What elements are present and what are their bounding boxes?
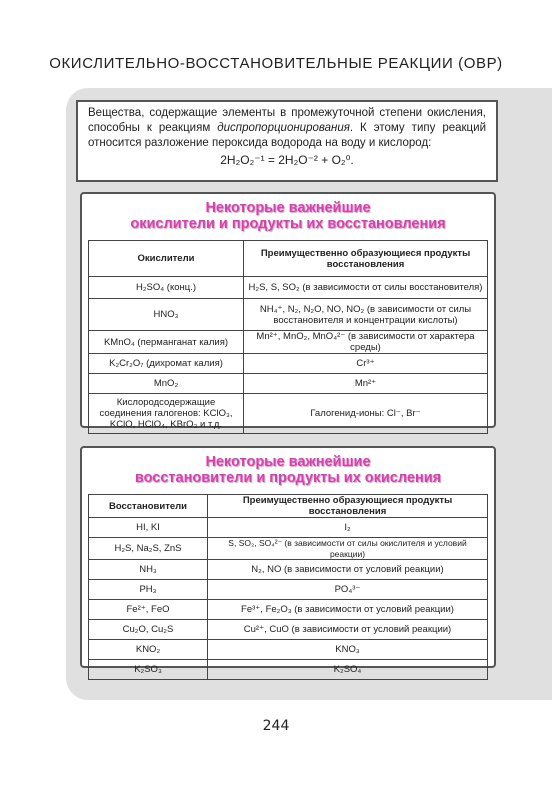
table-cell: KNO₂ [89,640,208,660]
table-cell: H₂S, Na₂S, ZnS [89,538,208,560]
table-cell: Галогенид-ионы: Cl⁻, Br⁻ [244,394,488,434]
oxidizers-col-header-2: Преимущественно образующиеся продукты восстановления [244,241,488,277]
table-cell: PH₃ [89,580,208,600]
page-title: ОКИСЛИТЕЛЬНО-ВОССТАНОВИТЕЛЬНЫЕ РЕАКЦИИ (ОВР) [49,55,503,72]
table-cell: Mn²⁺ [244,374,488,394]
table-cell: Кислородсодержащие соединения галогенов: KClO₃, KClO, HClO₄, KBrO₃ и т.д. [89,394,244,434]
table-cell: N₂, NO (в зависимости от условий реакции) [208,560,488,580]
table-cell: K₂SO₄ [208,660,488,680]
table-cell: H₂S, S, SO₂ (в зависимости от силы восстановителя) [244,277,488,299]
page-number: 244 [262,718,290,734]
table-cell: I₂ [208,518,488,538]
reducers-table [88,494,488,680]
table-cell: K₂Cr₂O₇ (дихромат калия) [89,354,244,374]
table-cell: H₂SO₄ (конц.) [89,277,244,299]
table-cell: Fe³⁺, Fe₂O₃ (в зависимости от условий реакции) [208,600,488,620]
table-cell: Cu₂O, Cu₂S [89,620,208,640]
reducers-col-header-1: Восстановители [89,495,208,518]
oxidizers-heading-line2: окислители и продукты их восстановления [130,216,446,232]
intro-text-before: Вещества, содержащие элементы в промежуточной степени окисления, способны к реакциям [88,107,486,134]
oxidizers-panel [80,192,496,428]
table-cell: PO₄³⁻ [208,580,488,600]
table-cell: Cu²⁺, CuO (в зависимости от условий реакции) [208,620,488,640]
table-cell: S, SO₂, SO₄²⁻ (в зависимости от силы окислителя и условий реакции) [208,538,488,560]
table-cell: K₂SO₃ [89,660,208,680]
reducers-heading-line2: восстановители и продукты их окисления [134,470,442,486]
oxidizers-table [88,240,488,434]
oxidizers-heading-line1: Некоторые важнейшие [205,200,371,216]
table-cell: HI, KI [89,518,208,538]
intro-text-emphasis: диспропорционирования [217,122,350,134]
reducers-col-header-2: Преимущественно образующиеся продукты восстановления [208,495,488,518]
reducers-heading [82,448,494,486]
table-cell: MnO₂ [89,374,244,394]
oxidizers-col-header-1: Окислители [89,241,244,277]
table-cell: Fe²⁺, FeO [89,600,208,620]
peroxide-equation: 2H₂O₂⁻¹ = 2H₂O⁻² + O₂⁰. [220,153,354,167]
table-cell: Mn²⁺, MnO₂, MnO₄²⁻ (в зависимости от характера среды) [244,331,488,354]
oxidizers-heading [82,194,494,232]
table-cell: HNO₃ [89,299,244,331]
table-cell: KNO₃ [208,640,488,660]
intro-box [76,100,498,182]
table-cell: NH₃ [89,560,208,580]
reducers-panel [80,446,496,675]
reducers-heading-line1: Некоторые важнейшие [205,454,371,470]
intro-text-after: . К этому типу реакций относится разложение пероксида водорода на воду и кислород: [88,122,486,149]
table-cell: KMnO₄ (перманганат калия) [89,331,244,354]
table-cell: NH₄⁺, N₂, N₂O, NO, NO₂ (в зависимости от силы восстановителя и концентрации кислоты) [244,299,488,331]
table-cell: Cr³⁺ [244,354,488,374]
